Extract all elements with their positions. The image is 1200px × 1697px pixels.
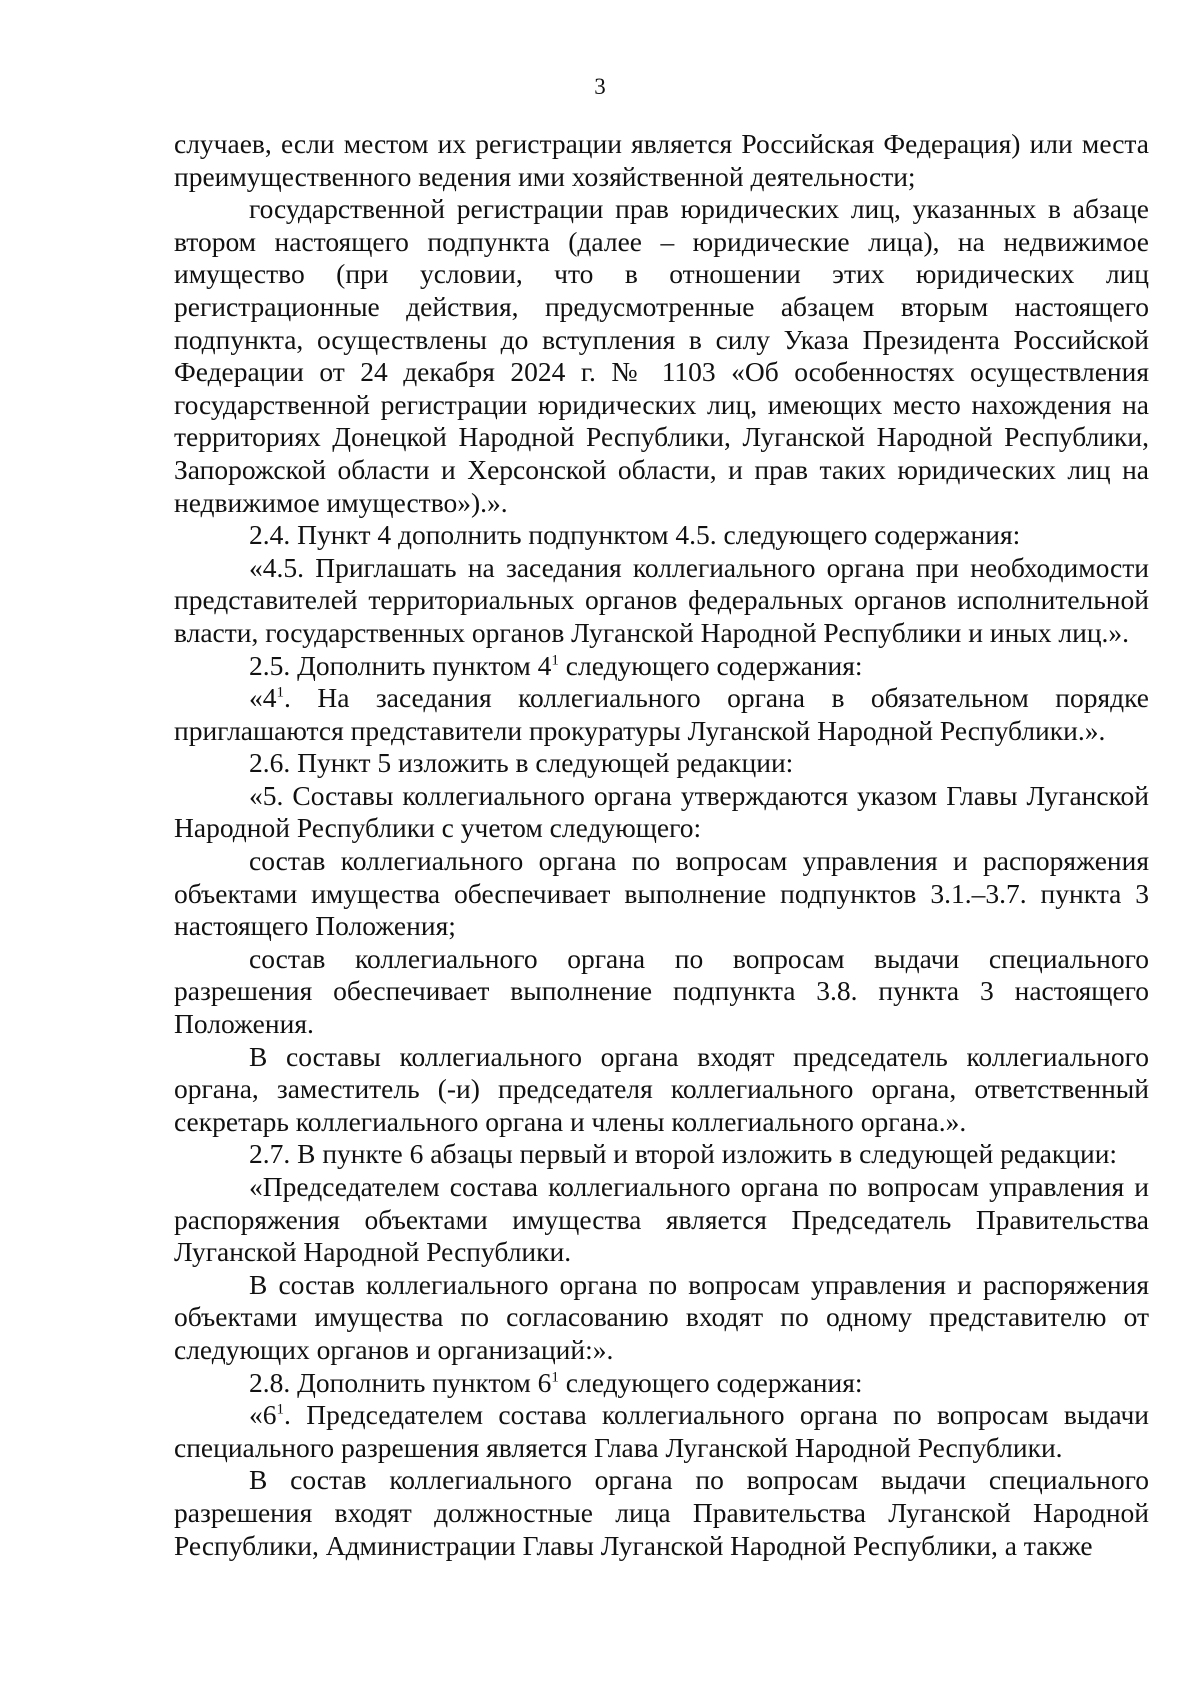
paragraph-text: «4 xyxy=(249,682,277,714)
paragraph: «Председателем состава коллегиального органа по вопросам управления и распоряжения объектами имущества является Председатель Правительства Луганской Народной Республики. xyxy=(174,1171,1149,1268)
paragraph: государственной регистрации прав юридических лиц, указанных в абзаце втором настоящего подпункта (далее – юридические лица), на недвижимое имущество (при условии, что в отношении этих юридических лиц регистрационные действия, предусмотренные абзацем вторым настоящего подпункта, осуществлены до вступления в силу Указа Президента Российской Федерации от 24 декабря 2024 г. № 1103 «Об особенностях осуществления государственной регистрации юридических лиц, имеющих место нахождения на территориях Донецкой Народной Республики, Луганской Народной Республики, Запорожской области и Херсонской области, и прав таких юридических лиц на недвижимое имущество»).». xyxy=(174,193,1149,518)
paragraph-text: . На заседания коллегиального органа в обязательном порядке приглашаются представители прокуратуры Луганской Народной Республики.». xyxy=(174,682,1149,746)
paragraph xyxy=(174,1399,1149,1464)
paragraph: «5. Составы коллегиального органа утверждаются указом Главы Луганской Народной Республики с учетом следующего: xyxy=(174,779,1149,844)
superscript: 1 xyxy=(551,652,559,668)
paragraph-text: следующего содержания: xyxy=(558,649,863,681)
paragraph-text: . Председателем состава коллегиального органа по вопросам выдачи специального разрешения является Глава Луганской Народной Республики. xyxy=(174,1399,1149,1463)
superscript: 1 xyxy=(276,684,284,701)
paragraph xyxy=(174,650,1149,683)
paragraph: «4.5. Приглашать на заседания коллегиального органа при необходимости представителей территориальных органов федеральных органов исполнительной власти, государственных органов Луганской Народной Республики и иных лиц.». xyxy=(174,551,1149,648)
paragraph-text: 2.8. Дополнить пунктом 6 xyxy=(249,1366,552,1398)
paragraph: В состав коллегиального органа по вопросам выдачи специального разрешения входят должностные лица Правительства Луганской Народной Республики, Администрации Главы Луганской Народной Республики, а также xyxy=(174,1464,1149,1561)
superscript: 1 xyxy=(276,1401,284,1418)
paragraph: случаев, если местом их регистрации является Российская Федерация) или места преимущественного ведения ими хозяйственной деятельности; xyxy=(174,128,1149,192)
paragraph xyxy=(174,1367,1149,1400)
document-body xyxy=(174,128,1149,1562)
superscript: 1 xyxy=(551,1369,559,1386)
paragraph: состав коллегиального органа по вопросам управления и распоряжения объектами имущества обеспечивает выполнение подпунктов 3.1.–3.7. пункта 3 настоящего Положения; xyxy=(174,845,1149,942)
paragraph-text: «6 xyxy=(249,1399,277,1431)
paragraph: состав коллегиального органа по вопросам выдачи специального разрешения обеспечивает выполнение подпункта 3.8. пункта 3 настоящего Положения. xyxy=(174,942,1149,1040)
paragraph-text: 2.5. Дополнить пунктом 4 xyxy=(249,649,552,681)
paragraph: В составы коллегиального органа входят председатель коллегиального органа, заместитель (-и) председателя коллегиального органа, ответственный секретарь коллегиального органа и члены коллегиального органа.». xyxy=(174,1040,1149,1137)
paragraph xyxy=(174,682,1149,747)
paragraph: 2.4. Пункт 4 дополнить подпунктом 4.5. следующего содержания: xyxy=(249,519,1021,551)
paragraph: В состав коллегиального органа по вопросам управления и распоряжения объектами имущества по согласованию входят по одному представителю от следующих органов и организаций:». xyxy=(174,1268,1149,1365)
paragraph: 2.7. В пункте 6 абзацы первый и второй изложить в следующей редакции: xyxy=(249,1138,1118,1170)
paragraph-text: следующего содержания: xyxy=(558,1366,863,1398)
paragraph: 2.6. Пункт 5 изложить в следующей редакции: xyxy=(249,747,794,779)
page-number: 3 xyxy=(594,74,606,99)
